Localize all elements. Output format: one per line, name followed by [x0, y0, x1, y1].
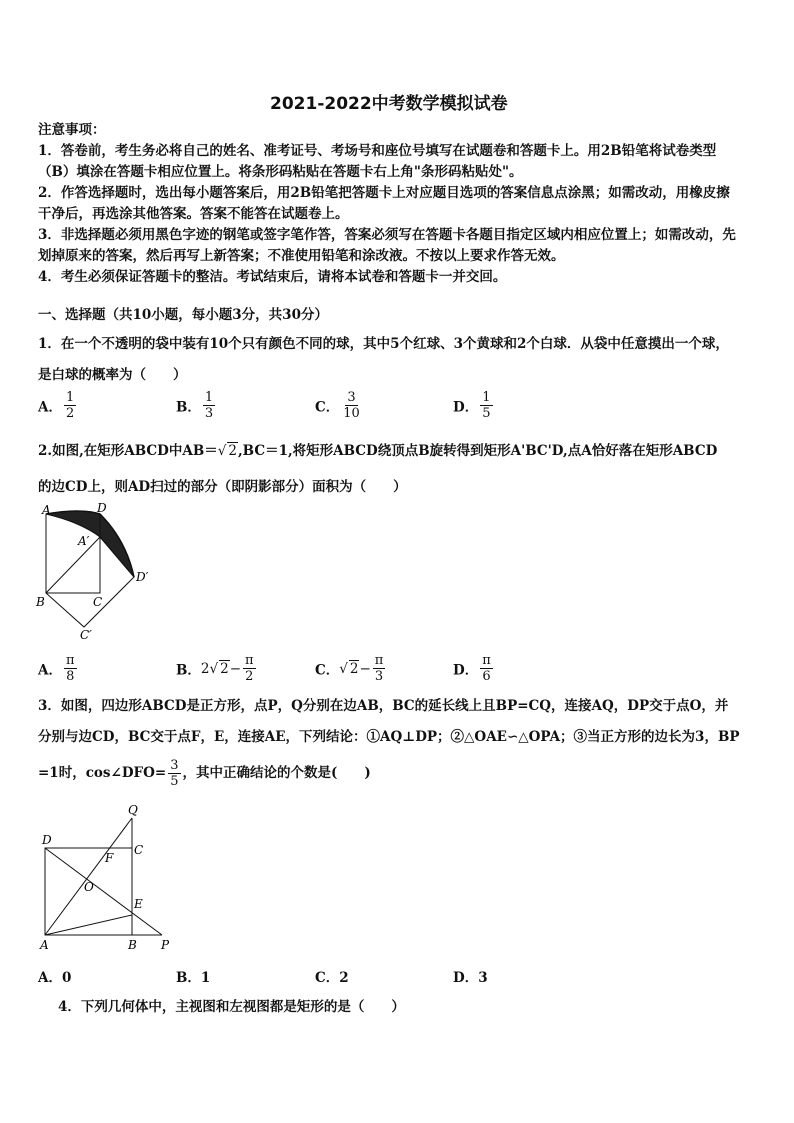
- notice-line: （B）填涂在答题卡相应位置上。将条形码粘贴在答题卡右上角"条形码粘贴处"。: [38, 164, 523, 180]
- q3-option-d[interactable]: D．3: [453, 970, 488, 986]
- notice-line: 4．考生必须保证答题卡的整洁。考试结束后，请将本试卷和答题卡一并交回。: [38, 269, 507, 285]
- notice-line: 3．非选择题必须用黑色字迹的钢笔或签字笔作答，答案必须写在答题卡各题目指定区域内相应位置上；如需改动，先: [38, 227, 736, 243]
- question-1-text: 是白球的概率为（ ）: [38, 367, 187, 383]
- question-1-text: 1．在一个不透明的袋中装有10个只有颜色不同的球，其中5个红球、3个黄球和2个白球．从袋中任意摸出一个球，: [38, 336, 729, 352]
- label-A: A: [40, 938, 49, 952]
- label-D-prime: D′: [136, 570, 149, 584]
- notice-line: 1．答卷前，考生务必将自己的姓名、准考证号、考场号和座位号填写在试题卷和答题卡上。用2B铅笔将试卷类型: [38, 143, 717, 159]
- section-heading: 一、选择题（共10小题，每小题3分，共30分）: [38, 307, 328, 323]
- notice-heading: 注意事项：: [38, 122, 106, 138]
- label-D: D: [42, 833, 52, 847]
- question-3-text: 3．如图，四边形ABCD是正方形，点P，Q分别在边AB，BC的延长线上且BP=CQ，连接AQ，DP交于点O，并: [38, 698, 729, 714]
- q2-option-a[interactable]: A． $\frac{\pi}{8}$: [38, 653, 75, 684]
- fraction: $\frac{\pi}{8}$: [65, 653, 75, 684]
- q2-option-d[interactable]: D． $\frac{\pi}{6}$: [453, 653, 491, 684]
- fraction: $\frac{1}{2}$: [65, 390, 75, 421]
- notice-line: 干净后，再选涂其他答案。答案不能答在试题卷上。: [38, 206, 349, 222]
- label-D: D: [97, 501, 107, 515]
- question-2-figure: [30, 500, 160, 645]
- label-A-prime: A′: [78, 534, 90, 548]
- page-title: 2021-2022中考数学模拟试卷: [270, 94, 508, 114]
- q3-option-a[interactable]: A．0: [38, 970, 72, 986]
- question-3-text: 分别与边CD，BC交于点F，E，连接AE，下列结论：①AQ⊥DP；②△OAE∽△OPA；③当正方形的边长为3，BP: [38, 729, 740, 745]
- question-3-text: =1时，cos∠DFO= $\frac{3}{5}$ ，其中正确结论的个数是( ): [38, 758, 371, 789]
- label-E: E: [134, 897, 143, 911]
- fraction: $\frac{\pi}{2}$: [245, 653, 254, 684]
- notice-line: 2．作答选择题时，选出每小题答案后，用2B铅笔把答题卡上对应题目选项的答案信息点涂黑；如需改动，用橡皮擦: [38, 185, 730, 201]
- notice-line: 划掉原来的答案，然后再写上新答案；不准使用铅笔和涂改液。不按以上要求作答无效。: [38, 248, 565, 264]
- question-4-text: 4．下列几何体中，主视图和左视图都是矩形的是（ ）: [58, 999, 405, 1015]
- label-C: C: [134, 843, 144, 857]
- label-B: B: [128, 938, 137, 952]
- q3-option-c[interactable]: C．2: [315, 970, 349, 986]
- fraction: $\frac{3}{5}$: [170, 758, 179, 789]
- q2-option-b[interactable]: B．2√ 2− $\frac{\pi}{2}$: [176, 653, 254, 684]
- q1-option-c[interactable]: C． $\frac{3}{10}$: [315, 390, 360, 421]
- label-C: C: [93, 595, 103, 609]
- fraction: $\frac{\pi}{3}$: [374, 653, 384, 684]
- fraction: $\frac{1}{5}$: [482, 390, 491, 421]
- label-Q: Q: [128, 803, 138, 817]
- q1-option-d[interactable]: D． $\frac{1}{5}$: [453, 390, 491, 421]
- q2-option-c[interactable]: C．√ 2− $\frac{\pi}{3}$: [315, 653, 384, 684]
- fraction: $\frac{3}{10}$: [343, 390, 360, 421]
- q1-option-a[interactable]: A． $\frac{1}{2}$: [38, 390, 75, 421]
- q3-option-b[interactable]: B．1: [176, 970, 211, 986]
- label-A: A: [42, 503, 51, 517]
- label-C-prime: C′: [80, 628, 92, 642]
- q1-option-b[interactable]: B． $\frac{1}{3}$: [176, 390, 214, 421]
- fraction: $\frac{\pi}{6}$: [482, 653, 491, 684]
- label-O: O: [84, 880, 94, 894]
- question-2-text: 2.如图,在矩形ABCD中AB＝√ 2,BC＝1,将矩形ABCD绕顶点B旋转得到矩形A'BC'D,点A恰好落在矩形ABCD: [38, 443, 718, 459]
- question-2-text: 的边CD上，则AD扫过的部分（即阴影部分）面积为（ ）: [38, 479, 407, 495]
- label-F: F: [105, 851, 114, 865]
- question-3-figure: [30, 800, 190, 955]
- label-P: P: [161, 938, 170, 952]
- fraction: $\frac{1}{3}$: [204, 390, 214, 421]
- label-B: B: [36, 595, 45, 609]
